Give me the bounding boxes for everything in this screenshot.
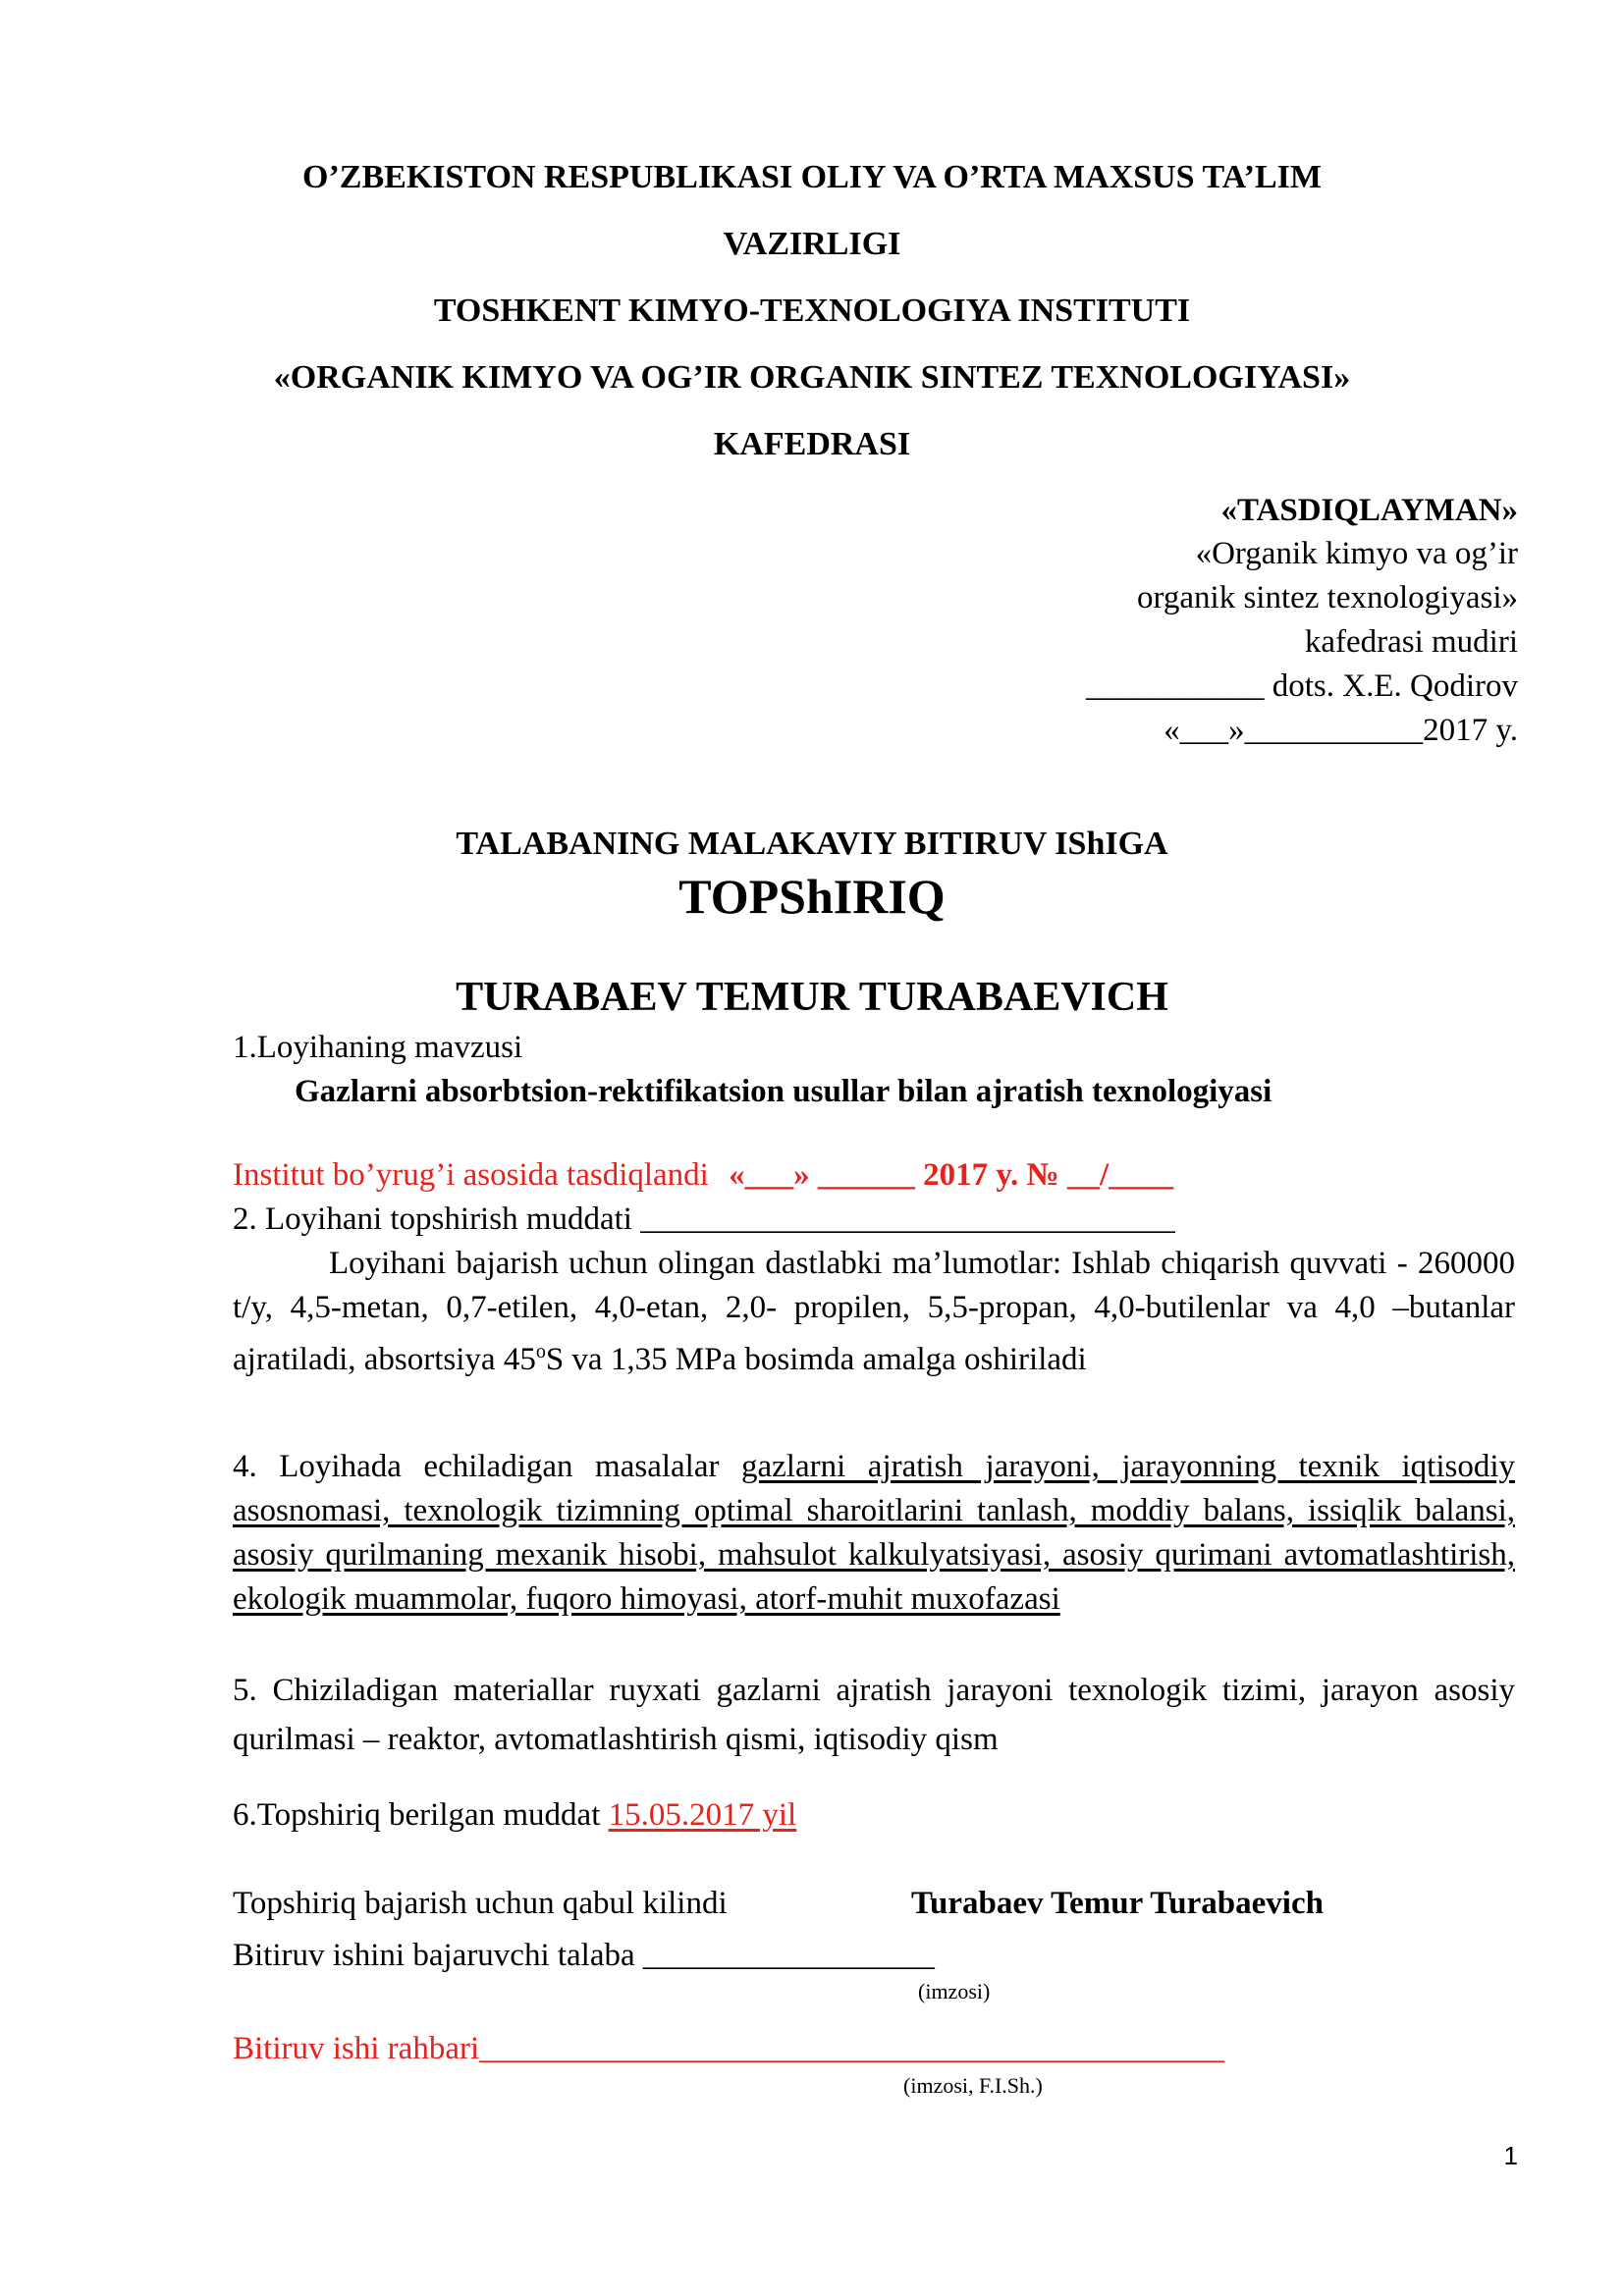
initial-data-paragraph	[233, 1242, 1515, 1382]
initial-data-text-end: S va 1,35 MPa bosimda amalga oshiriladi	[545, 1342, 1087, 1377]
approval-line-1: «Organik kimyo va og’ir	[1195, 536, 1518, 571]
approval-line-2: organik sintez texnologiyasi»	[1137, 580, 1518, 615]
student-signature-caption: (imzosi)	[918, 1979, 991, 2003]
issued-date: 15.05.2017 yil	[608, 1797, 797, 1833]
issued-line	[233, 1793, 796, 1837]
accepted-label: Topshiriq bajarish uchun qabul kilindi	[233, 1886, 728, 1921]
approval-title: «TASDIQLAYMAN»	[1220, 493, 1518, 528]
materials-paragraph: 5. Chiziladigan materiallar ruyxati gazlarni ajratish jarayoni texnologik tizimi, jarayon asosiy qurilmasi – reaktor, avtomatlashtirish qismi, iqtisodiy qism	[233, 1673, 1515, 1757]
problems-label: 4. Loyihada echiladigan masalalar	[233, 1449, 741, 1484]
supervisor-signature-blank: ______________________________________________	[479, 2031, 1225, 2066]
page-number: 1	[1503, 2141, 1518, 2170]
topic-value: Gazlarni absorbtsion-rektifikatsion usullar bilan ajratish texnologiyasi	[295, 1074, 1272, 1109]
problems-paragraph	[233, 1445, 1515, 1622]
deadline-line: 2. Loyihani topshirish muddati _________________________________	[233, 1201, 1175, 1237]
task-title: TOPShIRIQ	[678, 869, 946, 924]
initial-data-text: Loyihani bajarish uchun olingan dastlabki ma’lumotlar: Ishlab chiqarish quvvati - 260000 t/y, 4,5-metan, 0,7-etilen, 4,0-etan, 2,0- propilen, 5,5-propan, 4,0-butilenlar va 4,0 –butanlar ajratiladi, absortsiya 45	[233, 1246, 1515, 1377]
accepted-name: Turabaev Temur Turabaevich	[911, 1886, 1324, 1921]
problems-value: gazlarni ajratish jarayoni, jarayonning texnik iqtisodiy asosnomasi, texnologik tizimning optimal sharoitlarini tanlash, moddiy balans, issiqlik balansi, asosiy qurilmaning mexanik hisobi, mahsulot kalkulyatsiyasi, asosiy qurimani avtomatlashtirish, ekologik muammolar, fuqoro himoyasi, atorf-muhit muxofazasi	[233, 1449, 1516, 1617]
topic-label: 1.Loyihaning mavzusi	[233, 1030, 523, 1065]
header-line-1: O’ZBEKISTON RESPUBLIKASI OLIY VA O’RTA MAXSUS TA’LIM	[302, 159, 1322, 195]
order-label: Institut bo’yrug’i asosida tasdiqlandi	[233, 1157, 709, 1193]
task-subtitle: TALABANING MALAKAVIY BITIRUV IShIGA	[456, 826, 1168, 862]
order-value: «___» ______ 2017 y. № __/____	[729, 1157, 1174, 1193]
approval-signature-line: ___________ dots. X.E. Qodirov	[1086, 668, 1518, 704]
student-signature-line: Bitiruv ishini bajaruvchi talaba __________________	[233, 1938, 935, 1973]
header-department: «ORGANIK KIMYO VA OG’IR ORGANIK SINTEZ TEXNOLOGIYASI»	[273, 359, 1351, 396]
issued-label: 6.Topshiriq berilgan muddat	[233, 1797, 609, 1833]
header-institute: TOSHKENT KIMYO-TEXNOLOGIYA INSTITUTI	[433, 293, 1191, 329]
student-name: TURABAEV TEMUR TURABAEVICH	[456, 975, 1168, 1020]
order-line	[233, 1153, 1173, 1197]
approval-date-line: «___»___________2017 y.	[1164, 713, 1518, 748]
header-line-5: KAFEDRASI	[713, 426, 911, 462]
supervisor-signature-caption: (imzosi, F.I.Sh.)	[903, 2073, 1043, 2098]
header-line-2: VAZIRLIGI	[723, 226, 901, 262]
approval-line-3: kafedrasi mudiri	[1304, 624, 1518, 660]
supervisor-label: Bitiruv ishi rahbari	[233, 2031, 480, 2066]
degree-sup: o	[535, 1341, 546, 1362]
supervisor-line	[233, 2027, 1224, 2070]
